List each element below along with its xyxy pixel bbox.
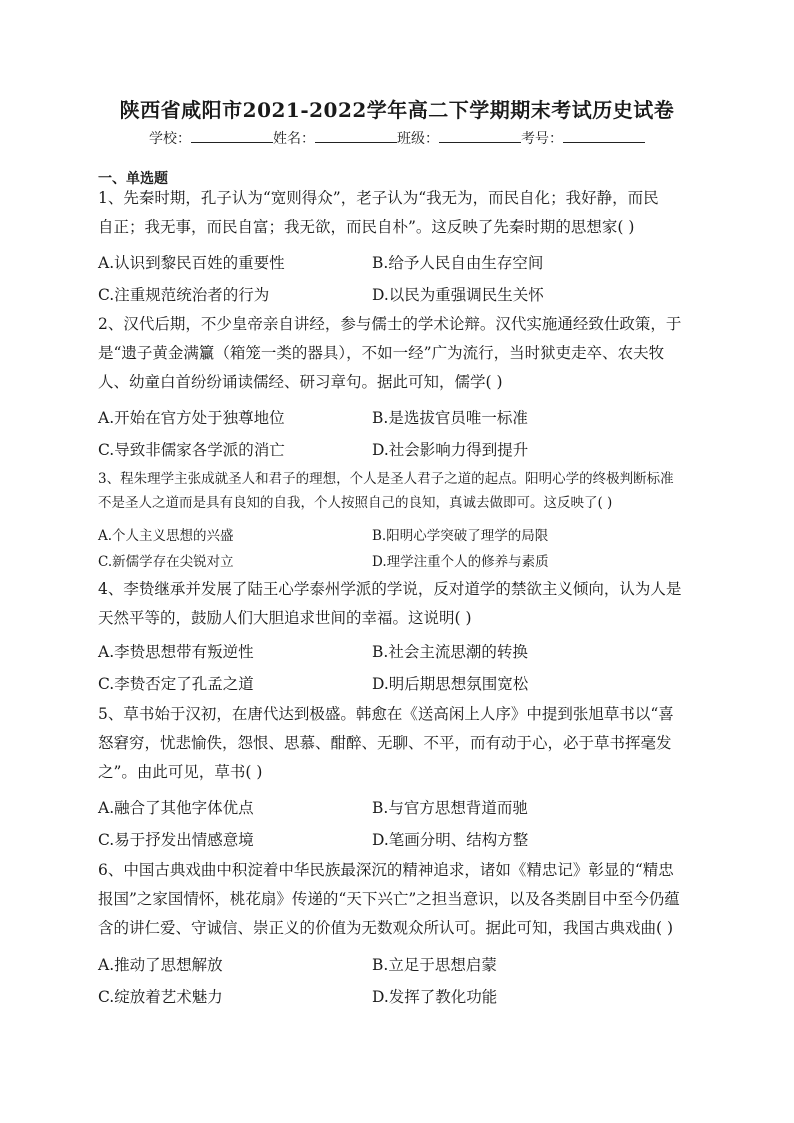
question-line: 含的讲仁爱、守诚信、崇正义的价值为无数观众所认可。据此可知，我国古典戏曲( ): [98, 918, 674, 937]
question-line: 不是圣人之道而是具有良知的自我，个人按照自己的良知，真诚去做即可。这反映了( ): [98, 495, 613, 512]
option-d: D.明后期思想氛围宽松: [372, 675, 529, 693]
question-line: 报国”之家国情怀，桃花扇》传递的“天下兴亡”之担当意识，以及各类剧目中至今仍蕴: [98, 889, 680, 908]
option-c: C.新儒学存在尖锐对立: [98, 554, 234, 570]
question-line: 6、中国古典戏曲中积淀着中华民族最深沉的精神追求，诸如《精忠记》彰显的“精忠: [98, 861, 674, 879]
question-line: 1、先秦时期，孔子认为“宽则得众”，老子认为“我无为，而民自化；我好静，而民: [98, 189, 659, 207]
option-a: A.个人主义思想的兴盛: [98, 528, 234, 544]
question-line: 3、程朱理学主张成就圣人和君子的理想，个人是圣人君子之道的起点。阳明心学的终极判断标准: [98, 471, 674, 487]
student-info-row: [0, 127, 794, 148]
question-line: 天然平等的，鼓励人们大胆追求世间的幸福。这说明( ): [98, 608, 472, 627]
school-blank[interactable]: [191, 127, 273, 143]
option-d: D.笔画分明、结构方整: [372, 831, 529, 849]
question-5: [98, 700, 698, 786]
option-b: B.给予人民自由生存空间: [372, 254, 544, 272]
question-6: [98, 856, 698, 942]
question-line: 之”。由此可见，草书( ): [98, 762, 263, 781]
question-line: 4、李贽继承并发展了陆王心学泰州学派的学说，反对道学的禁欲主义倾向，认为人是: [98, 580, 682, 598]
name-blank[interactable]: [315, 127, 397, 143]
option-d: D.理学注重个人的修养与素质: [372, 554, 549, 570]
option-c: C.注重规范统治者的行为: [98, 286, 270, 304]
question-line: 自正；我无事，而民自富；我无欲，而民自朴”。这反映了先秦时期的思想家( ): [98, 217, 635, 236]
option-b: B.与官方思想背道而驰: [372, 799, 528, 817]
option-c: C.导致非儒家各学派的消亡: [98, 441, 285, 459]
question-line: 怒窘穷，忧悲愉佚，怨恨、思慕、酣醉、无聊、不平，而有动于心，必于草书挥毫发: [98, 733, 672, 752]
option-c: C.绽放着艺术魅力: [98, 988, 223, 1006]
option-a: A.李贽思想带有叛逆性: [98, 643, 254, 661]
question-1: [98, 184, 698, 242]
exam-title: 陕西省咸阳市2021-2022学年高二下学期期末考试历史试卷: [119, 98, 675, 122]
exam-number-label: 考号：: [521, 131, 563, 147]
option-b: B.社会主流思潮的转换: [372, 643, 528, 661]
question-3: [98, 467, 698, 515]
section-heading: 一、单选题: [98, 171, 168, 187]
option-b: B.立足于思想启蒙: [372, 956, 497, 974]
question-2: [98, 310, 698, 396]
option-d: D.以民为重强调民生关怀: [372, 286, 544, 304]
exam-number-blank[interactable]: [563, 127, 645, 143]
option-c: C.易于抒发出情感意境: [98, 831, 254, 849]
option-d: D.发挥了教化功能: [372, 988, 498, 1006]
name-label: 姓名：: [273, 131, 315, 147]
option-a: A.融合了其他字体优点: [98, 799, 254, 817]
option-b: B.阳明心学突破了理学的局限: [372, 528, 549, 544]
question-4: [98, 575, 698, 633]
option-a: A.推动了思想解放: [98, 956, 223, 974]
option-a: A.开始在官方处于独尊地位: [98, 409, 285, 427]
question-line: 5、草书始于汉初，在唐代达到极盛。韩愈在《送高闲上人序》中提到张旭草书以“喜: [98, 705, 674, 723]
option-c: C.李贽否定了孔孟之道: [98, 675, 254, 693]
question-line: 2、汉代后期，不少皇帝亲自讲经，参与儒士的学术论辩。汉代实施通经致仕政策，于: [98, 315, 682, 333]
question-line: 人、幼童白首纷纷诵读儒经、研习章句。据此可知，儒学( ): [98, 372, 503, 391]
class-blank[interactable]: [439, 127, 521, 143]
school-label: 学校：: [149, 131, 191, 147]
option-d: D.社会影响力得到提升: [372, 441, 529, 459]
question-line: 是“遗子黄金满籯（箱笼一类的器具），不如一经”广为流行，当时狱吏走卒、农夫牧: [98, 343, 665, 362]
option-a: A.认识到黎民百姓的重要性: [98, 254, 285, 272]
option-b: B.是选拔官员唯一标准: [372, 409, 528, 427]
class-label: 班级：: [397, 131, 439, 147]
